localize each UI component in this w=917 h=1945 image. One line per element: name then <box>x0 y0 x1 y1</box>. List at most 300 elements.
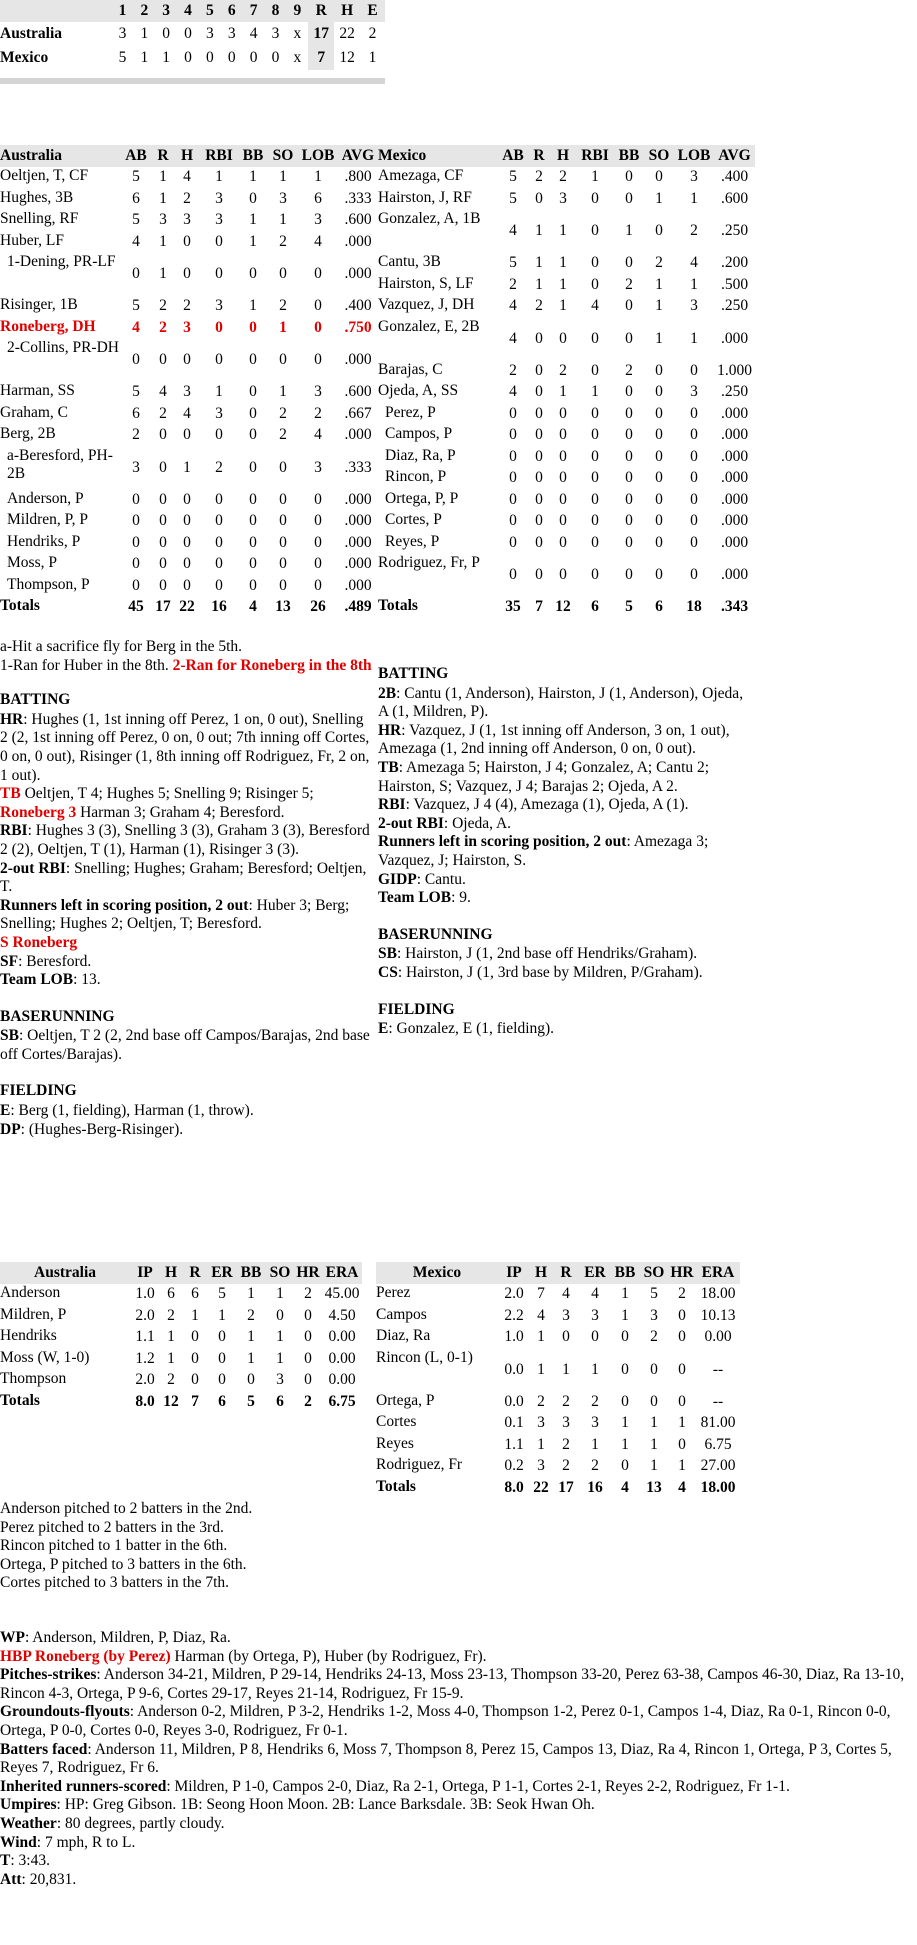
rbi-label: RBI <box>378 796 406 814</box>
stat-era: -- <box>712 1392 724 1410</box>
pitching-row <box>376 1413 740 1435</box>
stat-r: 0 <box>535 383 543 401</box>
stat-lob: 3 <box>690 168 698 186</box>
stat-h: 2 <box>559 361 567 379</box>
stat-rbi: 0 <box>215 555 223 573</box>
stat-er: 2 <box>591 1457 599 1475</box>
linescore-table <box>0 0 385 70</box>
batting-row <box>378 490 755 512</box>
lob-line <box>0 971 372 990</box>
stat-era: 18.00 <box>700 1285 736 1303</box>
stat-rbi: 0 <box>215 426 223 444</box>
stat-bb: 2 <box>247 1306 255 1324</box>
total-avg: .343 <box>720 598 749 616</box>
stat-h: 0 <box>559 447 567 465</box>
cs-label: CS <box>378 963 398 981</box>
pitching-row <box>376 1456 740 1478</box>
stat-lob: 3 <box>314 211 322 229</box>
stat-h: 0 <box>183 265 191 283</box>
stat-rbi: 0 <box>591 426 599 444</box>
col-lob: LOB <box>674 145 714 167</box>
pitcher-name: Perez <box>376 1284 411 1301</box>
linescore-header-inning: 1 <box>112 0 134 22</box>
stat-h: 2 <box>183 297 191 315</box>
stat-so: 0 <box>279 490 287 508</box>
stat-rbi: 0 <box>591 329 599 347</box>
section-title-batting: BATTING <box>378 665 449 682</box>
stat-so: 2 <box>279 232 287 250</box>
stat-avg: .000 <box>720 447 749 465</box>
player-name: a-Beresford, PH-2B <box>7 446 113 483</box>
stat-rbi: 0 <box>215 351 223 369</box>
stat-bb: 1 <box>247 1285 255 1303</box>
stat-avg: .250 <box>720 222 749 240</box>
cs-line <box>378 964 750 983</box>
wind-label: Wind <box>0 1833 37 1851</box>
total-hr: 2 <box>304 1392 312 1410</box>
total-so: 6 <box>655 598 663 616</box>
stat-r: 0 <box>191 1349 199 1367</box>
col-h: H <box>160 1262 182 1284</box>
batting-row <box>378 511 755 533</box>
stat-ab: 0 <box>509 566 517 584</box>
stat-avg: .000 <box>344 555 372 573</box>
stat-hr: 0 <box>304 1349 312 1367</box>
col-h: H <box>530 1262 552 1284</box>
player-name: Thompson, P <box>7 575 90 593</box>
stat-ab: 0 <box>509 469 517 487</box>
pitching-row <box>376 1284 740 1306</box>
stat-so: 0 <box>655 404 663 422</box>
col-rbi: RBI <box>576 145 614 167</box>
stat-r: 2 <box>562 1457 570 1475</box>
player-name: Campos, P <box>385 425 453 442</box>
col-er: ER <box>208 1262 236 1284</box>
total-h: 22 <box>179 598 195 616</box>
batting-row <box>0 404 378 426</box>
batting-row <box>378 425 755 447</box>
stat-ip: 0.0 <box>504 1360 524 1378</box>
linescore-inning-cell: 3 <box>227 24 236 42</box>
stat-rbi: 1 <box>591 383 599 401</box>
stat-rbi: 0 <box>215 318 223 336</box>
rbi2-text: : Ojeda, A. <box>443 814 512 832</box>
stat-h: 1 <box>559 275 567 293</box>
stat-hr: 0 <box>304 1328 312 1346</box>
player-name: Hairston, J, RF <box>378 188 472 206</box>
pitcher-name: Mildren, P <box>0 1305 67 1323</box>
stat-lob: 3 <box>314 458 322 476</box>
stat-r: 4 <box>159 383 167 401</box>
stat-ab: 5 <box>132 168 140 186</box>
player-name: Diaz, Ra, P <box>385 446 456 464</box>
pitcher-name: Campos <box>376 1305 427 1323</box>
stat-h: 2 <box>167 1306 175 1324</box>
dp-text: : (Hughes-Berg-Risinger). <box>20 1120 184 1138</box>
note-1-2 <box>0 657 372 676</box>
sb-label: SB <box>378 945 397 963</box>
note-a: a-Hit a sacrifice fly for Berg in the 5th. <box>0 638 243 655</box>
rbi2-text: : Snelling; Hughes; Graham; Beresford; Oeltjen, T. <box>0 859 367 896</box>
player-name: Amezaga, CF <box>378 167 464 184</box>
total-so: 13 <box>275 598 291 616</box>
rbi-line <box>378 796 750 815</box>
stat-bb: 0 <box>625 383 633 401</box>
col-lob: LOB <box>298 145 338 167</box>
stat-avg: .000 <box>344 576 372 594</box>
total-rbi: 16 <box>211 598 227 616</box>
stat-hr: 0 <box>678 1392 686 1410</box>
linescore-errors: 2 <box>368 24 377 42</box>
gf-line <box>0 1703 915 1740</box>
stat-era: 45.00 <box>324 1285 360 1303</box>
total-so: 6 <box>276 1392 284 1410</box>
linescore-inning-cell: 1 <box>162 48 171 66</box>
note-2: 2-Ran for Roneberg in the 8th <box>172 656 372 674</box>
e-text: : Berg (1, fielding), Harman (1, throw). <box>10 1102 254 1120</box>
stat-h: 0 <box>183 232 191 250</box>
ump-text: : HP: Greg Gibson. 1B: Seong Hoon Moon. 2B: Lance Barksdale. 3B: Seok Hwan Oh. <box>56 1796 595 1814</box>
stat-so: 1 <box>655 189 663 207</box>
stat-r: 3 <box>562 1306 570 1324</box>
stat-ab: 0 <box>132 533 140 551</box>
player-name: Harman, SS <box>0 382 75 399</box>
stat-so: 1 <box>650 1414 658 1432</box>
stat-ip: 0.1 <box>504 1414 524 1432</box>
total-h: 12 <box>163 1392 179 1410</box>
col-r: R <box>528 145 550 167</box>
section-title-batting: BATTING <box>0 691 71 709</box>
stat-r: 0 <box>562 1328 570 1346</box>
col-ab: AB <box>498 145 528 167</box>
stat-lob: 2 <box>690 222 698 240</box>
col-era: ERA <box>322 1262 362 1284</box>
cs-text: : Hairston, J (1, 3rd base by Mildren, P/Graham). <box>397 963 703 981</box>
player-name: Barajas, C <box>378 360 443 378</box>
stat-avg: .000 <box>344 490 372 508</box>
stat-r: 1 <box>535 254 543 272</box>
stat-r: 0 <box>535 490 543 508</box>
stat-bb: 1 <box>621 1306 629 1324</box>
stat-so: 0 <box>279 512 287 530</box>
batting-row <box>378 382 755 404</box>
stat-h: 2 <box>537 1392 545 1410</box>
stat-so: 3 <box>650 1306 658 1324</box>
hbp-line <box>0 1648 915 1667</box>
col-r: R <box>152 145 174 167</box>
sb-line <box>378 945 750 964</box>
stat-rbi: 2 <box>215 458 223 476</box>
bf-text: : Anderson 11, Mildren, P 8, Hendriks 6, Moss 7, Thompson 8, Perez 15, Campos 13, Diaz, Ra 4, Rincon 1, Ortega, P 3, Cortes 5, Reyes 7, Rodriguez, Fr 6. <box>0 1740 892 1777</box>
stat-er: 3 <box>591 1414 599 1432</box>
stat-r: 0 <box>535 566 543 584</box>
col-hr: HR <box>668 1262 696 1284</box>
stat-h: 4 <box>183 168 191 186</box>
stat-so: 1 <box>279 383 287 401</box>
stat-bb: 0 <box>249 404 257 422</box>
stat-lob: 1 <box>314 168 322 186</box>
att-line <box>0 1871 915 1890</box>
batting-row <box>378 404 755 426</box>
hr-label: HR <box>378 721 402 739</box>
stat-r: 0 <box>535 189 543 207</box>
stat-rbi: 0 <box>591 275 599 293</box>
mexico-batting-table <box>378 145 755 619</box>
stat-hr: 0 <box>304 1306 312 1324</box>
stat-bb: 0 <box>249 490 257 508</box>
note-1: 1-Ran for Huber in the 8th. <box>0 656 169 674</box>
stat-lob: 6 <box>314 189 322 207</box>
att-label: Att <box>0 1870 22 1888</box>
batting-row <box>378 468 755 490</box>
bf-label: Batters faced <box>0 1740 88 1758</box>
linescore-header-inning: 4 <box>177 0 199 22</box>
stat-avg: .500 <box>720 275 749 293</box>
stat-ip: 1.1 <box>504 1435 524 1453</box>
stat-lob: 0 <box>314 351 322 369</box>
pitch-note: Perez pitched to 2 batters in the 3rd. <box>0 1518 224 1536</box>
player-name: Oeltjen, T, CF <box>0 167 89 184</box>
pitching-row <box>376 1306 740 1328</box>
pitcher-name: Rincon (L, 0-1) <box>376 1348 473 1366</box>
stat-bb: 1 <box>621 1285 629 1303</box>
stat-h: 2 <box>167 1371 175 1389</box>
stat-hr: 0 <box>304 1371 312 1389</box>
stat-ab: 5 <box>132 297 140 315</box>
irs-text: : Mildren, P 1-0, Campos 2-0, Diaz, Ra 2-1, Ortega, P 1-1, Cortes 2-1, Reyes 2-2, Rodriguez, Fr 1-1. <box>166 1777 790 1795</box>
risp-text: : Amezaga 3; Vazquez, J; Hairston, S. <box>378 833 709 869</box>
player-name: Gonzalez, E, 2B <box>378 317 480 335</box>
stat-so: 0 <box>655 222 663 240</box>
sf-line <box>0 953 372 972</box>
stat-rbi: 0 <box>591 533 599 551</box>
stat-rbi: 0 <box>591 469 599 487</box>
player-name: Risinger, 1B <box>0 296 78 313</box>
stat-so: 2 <box>279 297 287 315</box>
stat-era: 27.00 <box>700 1457 736 1475</box>
stat-so: 0 <box>655 383 663 401</box>
total-bb: 4 <box>249 598 257 616</box>
stat-avg: .600 <box>344 211 372 229</box>
stat-so: 2 <box>650 1328 658 1346</box>
stat-so: 1 <box>279 211 287 229</box>
stat-r: 2 <box>159 318 167 336</box>
stat-h: 2 <box>559 168 567 186</box>
player-name: Huber, LF <box>0 231 64 249</box>
ump-label: Umpires <box>0 1796 57 1814</box>
gf-label: Groundouts-flyouts <box>0 1703 130 1721</box>
stat-ab: 6 <box>132 404 140 422</box>
linescore-header-runs: R <box>308 0 334 22</box>
sf-text: : Beresford. <box>18 952 92 970</box>
hr-text: : Hughes (1, 1st inning off Perez, 1 on, 0 out), Snelling 2 (2, 1st inning off Perez, 0 on, 0 out; 7th inning off Cortes, 0 on, 0 out), Risinger (1, 8th inning off Rodriguez, Fr, 2 on, 1 out). <box>0 710 370 784</box>
player-name: Hughes, 3B <box>0 188 74 206</box>
lob-label: Team LOB <box>378 889 452 907</box>
total-r: 7 <box>191 1392 199 1410</box>
stat-ab: 4 <box>509 297 517 315</box>
stat-so: 0 <box>655 566 663 584</box>
player-name: Hendriks, P <box>7 532 81 550</box>
col-ab: AB <box>120 145 152 167</box>
total-ip: 8.0 <box>135 1392 155 1410</box>
stat-ab: 0 <box>132 490 140 508</box>
dp-label: DP <box>0 1120 21 1138</box>
stat-ab: 3 <box>132 458 140 476</box>
stat-r: 0 <box>159 490 167 508</box>
stat-bb: 0 <box>625 189 633 207</box>
stat-h: 3 <box>183 211 191 229</box>
stat-so: 0 <box>276 1306 284 1324</box>
stat-r: 1 <box>562 1360 570 1378</box>
stat-ip: 2.2 <box>504 1306 524 1324</box>
stat-so: 3 <box>279 189 287 207</box>
stat-avg: .000 <box>720 329 749 347</box>
stat-hr: 1 <box>678 1414 686 1432</box>
stat-bb: 0 <box>625 490 633 508</box>
stat-bb: 0 <box>249 383 257 401</box>
linescore-inning-cell: 0 <box>162 24 171 42</box>
team-header: Australia <box>0 1262 130 1284</box>
stat-r: 0 <box>159 576 167 594</box>
batting-totals-row <box>378 597 755 619</box>
pitching-notes <box>0 1500 400 1593</box>
linescore-inning-cell: x <box>293 48 302 66</box>
stat-so: 0 <box>655 490 663 508</box>
stat-r: 1 <box>159 189 167 207</box>
bf-line <box>0 1741 915 1778</box>
stat-bb: 2 <box>625 361 633 379</box>
batting-row <box>0 511 378 533</box>
stat-bb: 0 <box>249 555 257 573</box>
batting-row <box>378 275 755 297</box>
total-lob: 26 <box>310 598 326 616</box>
stat-h: 1 <box>559 254 567 272</box>
col-h: H <box>550 145 576 167</box>
total-er: 6 <box>218 1392 226 1410</box>
stat-bb: 1 <box>249 168 257 186</box>
linescore-inning-cell: 0 <box>184 24 192 42</box>
stat-rbi: 3 <box>215 211 223 229</box>
stat-er: 0 <box>218 1371 226 1389</box>
sb-text: : Oeltjen, T 2 (2, 2nd base off Campos/Barajas, 2nd base off Cortes/Barajas). <box>0 1027 370 1063</box>
stat-r: 3 <box>159 211 167 229</box>
e-text: : Gonzalez, E (1, fielding). <box>388 1020 555 1038</box>
stat-hr: 2 <box>678 1285 686 1303</box>
col-r: R <box>182 1262 208 1284</box>
stat-so: 1 <box>276 1328 284 1346</box>
player-name: Hairston, S, LF <box>378 274 474 292</box>
stat-bb: 0 <box>249 512 257 530</box>
col-r: R <box>552 1262 580 1284</box>
stat-rbi: 0 <box>215 232 223 250</box>
stat-bb: 2 <box>625 275 633 293</box>
stat-h: 1 <box>537 1360 545 1378</box>
batting-row <box>0 296 378 318</box>
batting-row <box>0 490 378 512</box>
player-name: Reyes, P <box>385 532 440 550</box>
player-name: Snelling, RF <box>0 210 79 227</box>
stat-rbi: 0 <box>591 189 599 207</box>
pitcher-name: Hendriks <box>0 1327 57 1344</box>
stat-r: 2 <box>562 1435 570 1453</box>
stat-h: 0 <box>183 490 191 508</box>
linescore-header-inning: 9 <box>286 0 308 22</box>
stat-bb: 1 <box>249 211 257 229</box>
rbi2-label: 2-out RBI <box>378 814 444 832</box>
stat-h: 1 <box>559 383 567 401</box>
stat-r: 0 <box>535 329 543 347</box>
stat-avg: .250 <box>720 297 749 315</box>
stat-rbi: 1 <box>591 168 599 186</box>
stat-avg: .200 <box>720 254 749 272</box>
e-line <box>378 1020 750 1039</box>
pitcher-name: Moss (W, 1-0) <box>0 1348 90 1366</box>
stat-bb: 1 <box>249 297 257 315</box>
stat-er: 2 <box>591 1392 599 1410</box>
stat-h: 0 <box>183 512 191 530</box>
linescore-header-team <box>0 0 112 22</box>
stat-lob: 4 <box>690 254 698 272</box>
stat-bb: 0 <box>249 458 257 476</box>
total-era: 6.75 <box>328 1392 356 1410</box>
gf-text: : Anderson 0-2, Mildren, P 3-2, Hendriks 1-2, Moss 4-0, Thompson 1-2, Perez 0-1, Campos 1-4, Diaz, Ra 0-1, Rincon 0-0, Ortega, P 0-0, Cortes 0-0, Reyes 3-0, Rodriguez, Fr 0-1. <box>0 1703 891 1739</box>
stat-bb: 0 <box>625 297 633 315</box>
dp-line <box>0 1121 372 1140</box>
stat-rbi: 0 <box>591 447 599 465</box>
total-lob: 18 <box>686 598 702 616</box>
batting-row <box>378 189 755 211</box>
stat-lob: 0 <box>314 512 322 530</box>
wp-line <box>0 1629 915 1648</box>
ump-line <box>0 1796 915 1815</box>
linescore-header-row <box>0 0 385 22</box>
risp-line <box>0 897 372 934</box>
batting-row <box>0 339 378 382</box>
section-title-fielding: FIELDING <box>0 1082 77 1100</box>
stat-ip: 0.0 <box>504 1392 524 1410</box>
stat-ab: 0 <box>509 404 517 422</box>
stat-bb: 1 <box>249 232 257 250</box>
stat-er: 0 <box>218 1349 226 1367</box>
stat-lob: 2 <box>314 404 322 422</box>
col-era: ERA <box>696 1262 740 1284</box>
stat-ab: 0 <box>132 576 140 594</box>
stat-ab: 0 <box>509 512 517 530</box>
linescore-header-inning: 8 <box>265 0 287 22</box>
linescore-team: Australia <box>0 24 62 42</box>
totals-label: Totals <box>376 1477 416 1495</box>
linescore-header-inning: 6 <box>221 0 243 22</box>
stat-h: 3 <box>183 318 191 336</box>
spacer <box>378 983 750 1001</box>
stat-avg: .333 <box>344 189 372 207</box>
batting-row <box>378 361 755 383</box>
linescore-inning-cell: 0 <box>206 48 214 66</box>
total-avg: .489 <box>344 598 372 616</box>
stat-r: 4 <box>562 1285 570 1303</box>
col-avg: AVG <box>714 145 755 167</box>
stat-so: 0 <box>655 512 663 530</box>
time-text: : 3:43. <box>10 1852 50 1870</box>
stat-lob: 0 <box>314 297 322 315</box>
total-ip: 8.0 <box>504 1478 524 1496</box>
col-er: ER <box>580 1262 610 1284</box>
stat-avg: .750 <box>344 318 372 336</box>
team-header: Australia <box>0 145 120 167</box>
stat-r: 0 <box>159 458 167 476</box>
risp-line <box>378 833 750 870</box>
att-text: : 20,831. <box>21 1870 77 1888</box>
